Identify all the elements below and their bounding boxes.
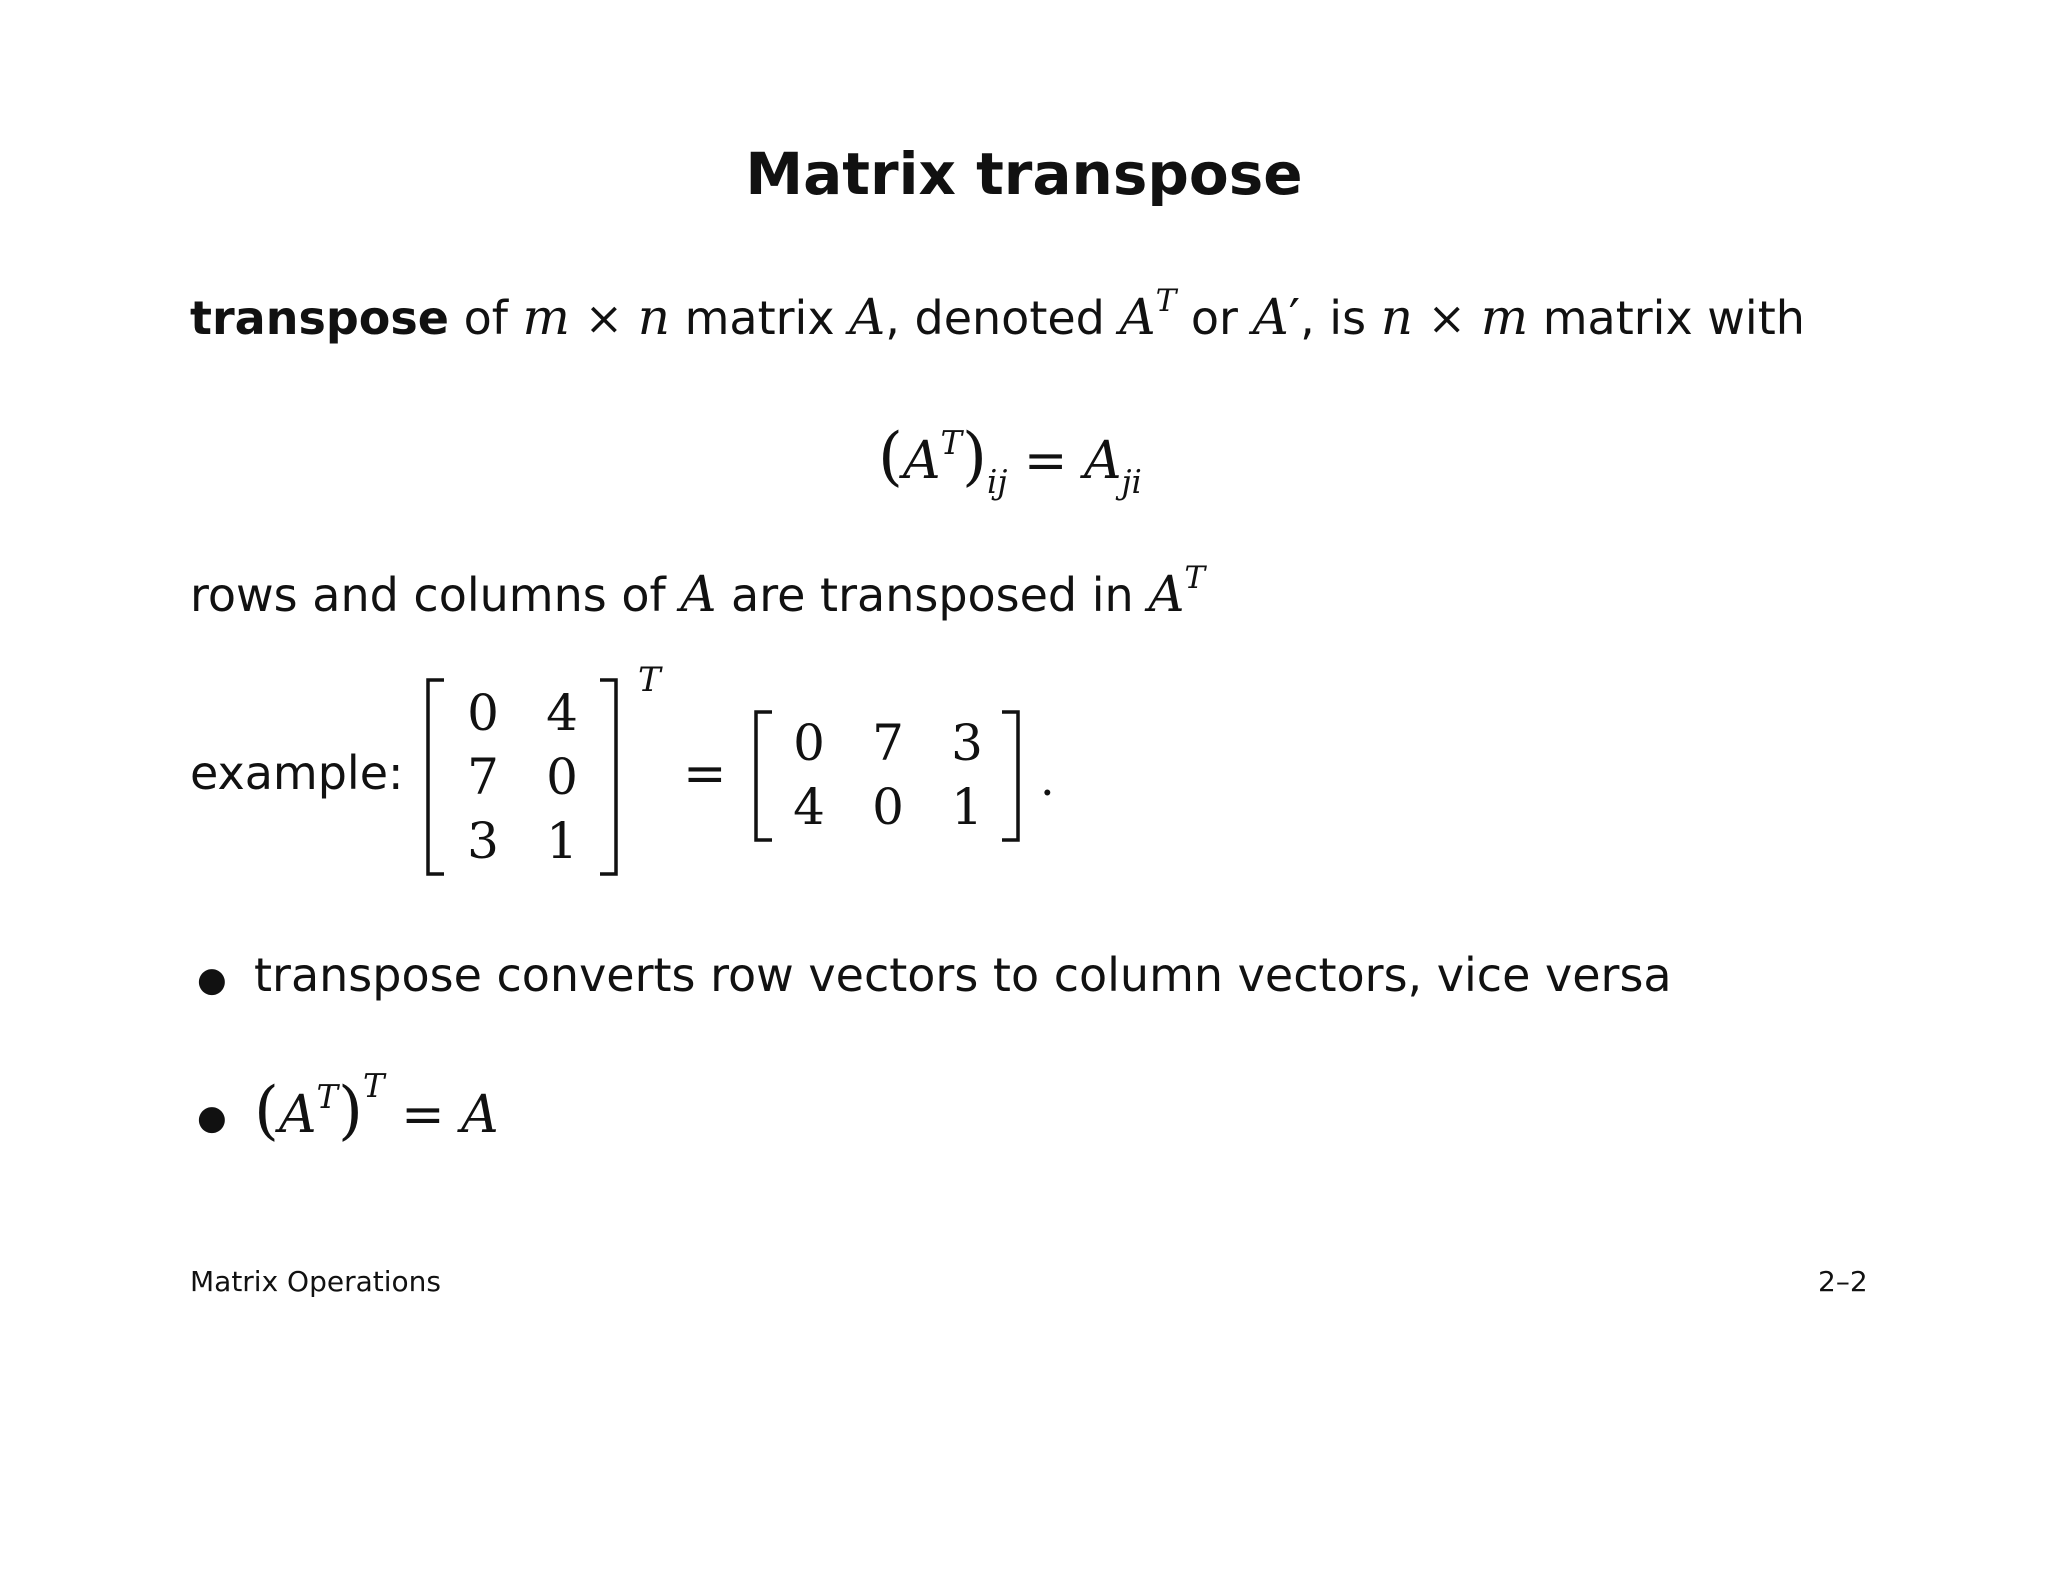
def-text-2: matrix xyxy=(669,291,850,345)
math-n: n xyxy=(637,288,670,346)
right-matrix-cell: 0 xyxy=(872,778,904,836)
transpose-equation: $(A^T)_{ij} = A_{ji}$ xyxy=(878,420,1142,501)
right-matrix-cell: 0 xyxy=(793,714,825,772)
times-sign-2: × xyxy=(1427,291,1467,345)
right-matrix-cell: 7 xyxy=(872,714,904,772)
def-text-3: , denoted xyxy=(885,291,1120,345)
math-A-transpose: $A^T$ xyxy=(1119,282,1177,346)
example-exponent: T xyxy=(638,660,661,700)
math-m: m xyxy=(522,288,570,346)
math-n-2: n xyxy=(1380,288,1413,346)
bullet-dot: ● xyxy=(197,1098,227,1138)
left-matrix-cell: 0 xyxy=(546,748,578,806)
math-A-prime: A′ xyxy=(1252,288,1301,346)
example-period: . xyxy=(1040,752,1055,806)
left-matrix-cell: 1 xyxy=(546,812,578,870)
def-text-4: or xyxy=(1176,291,1253,345)
left-matrix-cell: 7 xyxy=(467,748,499,806)
rows-columns-line: rows and columns of A are transposed in $A^T$ xyxy=(190,559,1206,623)
right-matrix-cell: 3 xyxy=(951,714,983,772)
bullet-dot: ● xyxy=(197,960,227,1000)
example-equals: = xyxy=(683,744,727,804)
right-paren: ) xyxy=(338,1074,364,1148)
def-text-6: matrix with xyxy=(1528,291,1805,345)
math-m-2: m xyxy=(1480,288,1529,346)
footer-section-title: Matrix Operations xyxy=(190,1265,441,1298)
def-text-1: of xyxy=(448,291,523,345)
term-transpose: transpose xyxy=(190,291,449,345)
definition-line xyxy=(190,282,1805,346)
right-matrix-cell: 4 xyxy=(793,778,825,836)
times-sign: × xyxy=(584,291,624,345)
math-A: A xyxy=(849,288,886,346)
slide-title: Matrix transpose xyxy=(745,140,1303,208)
def-text-5: , is xyxy=(1300,291,1381,345)
left-paren: ( xyxy=(878,420,903,494)
bullet-2-equation: $(A^T)^T = A$ xyxy=(254,1066,499,1148)
bullet-1-text: transpose converts row vectors to column vectors, vice versa xyxy=(254,948,1672,1002)
left-matrix-brackets xyxy=(420,678,625,878)
footer-page-number: 2–2 xyxy=(1818,1265,1868,1298)
left-matrix-cell: 0 xyxy=(467,684,499,742)
right-matrix-cell: 1 xyxy=(951,778,983,836)
left-paren: ( xyxy=(254,1074,279,1148)
left-matrix-cell: 3 xyxy=(467,812,499,870)
example-label: example: xyxy=(190,746,404,800)
left-matrix-cell: 4 xyxy=(546,684,578,742)
right-paren: ) xyxy=(962,420,988,494)
